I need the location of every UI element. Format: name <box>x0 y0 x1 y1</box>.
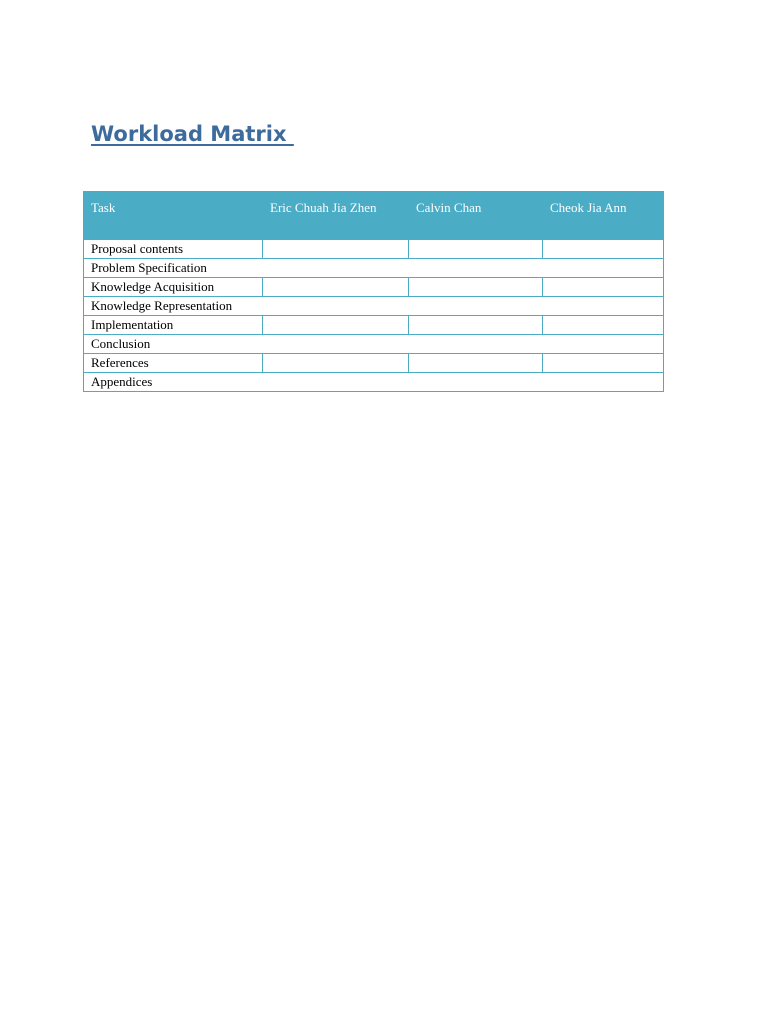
assignment-cell <box>263 354 409 373</box>
table-row <box>84 278 664 297</box>
page-title: Workload Matrix <box>91 122 294 146</box>
table-row <box>84 259 664 278</box>
header-row <box>84 192 664 240</box>
assignment-cell <box>263 316 409 335</box>
workload-matrix-table <box>83 191 664 392</box>
table-row <box>84 316 664 335</box>
table-row <box>84 240 664 259</box>
task-cell: References <box>84 354 263 373</box>
task-cell: Problem Specification <box>84 259 664 278</box>
header-member-eric: Eric Chuah Jia Zhen <box>263 192 409 240</box>
assignment-cell <box>409 354 543 373</box>
assignment-cell <box>543 240 664 259</box>
table-row <box>84 354 664 373</box>
table-row <box>84 297 664 316</box>
task-cell: Proposal contents <box>84 240 263 259</box>
assignment-cell <box>409 278 543 297</box>
header-task: Task <box>84 192 263 240</box>
assignment-cell <box>409 240 543 259</box>
table-body <box>84 240 664 392</box>
header-member-calvin: Calvin Chan <box>409 192 543 240</box>
table-row <box>84 335 664 354</box>
assignment-cell <box>409 316 543 335</box>
assignment-cell <box>543 354 664 373</box>
assignment-cell <box>543 316 664 335</box>
assignment-cell <box>263 278 409 297</box>
table-row <box>84 373 664 392</box>
task-cell: Conclusion <box>84 335 664 354</box>
assignment-cell <box>263 240 409 259</box>
task-cell: Appendices <box>84 373 664 392</box>
table-header <box>84 192 664 240</box>
task-cell: Implementation <box>84 316 263 335</box>
task-cell: Knowledge Acquisition <box>84 278 263 297</box>
header-member-cheok: Cheok Jia Ann <box>543 192 664 240</box>
assignment-cell <box>543 278 664 297</box>
task-cell: Knowledge Representation <box>84 297 664 316</box>
